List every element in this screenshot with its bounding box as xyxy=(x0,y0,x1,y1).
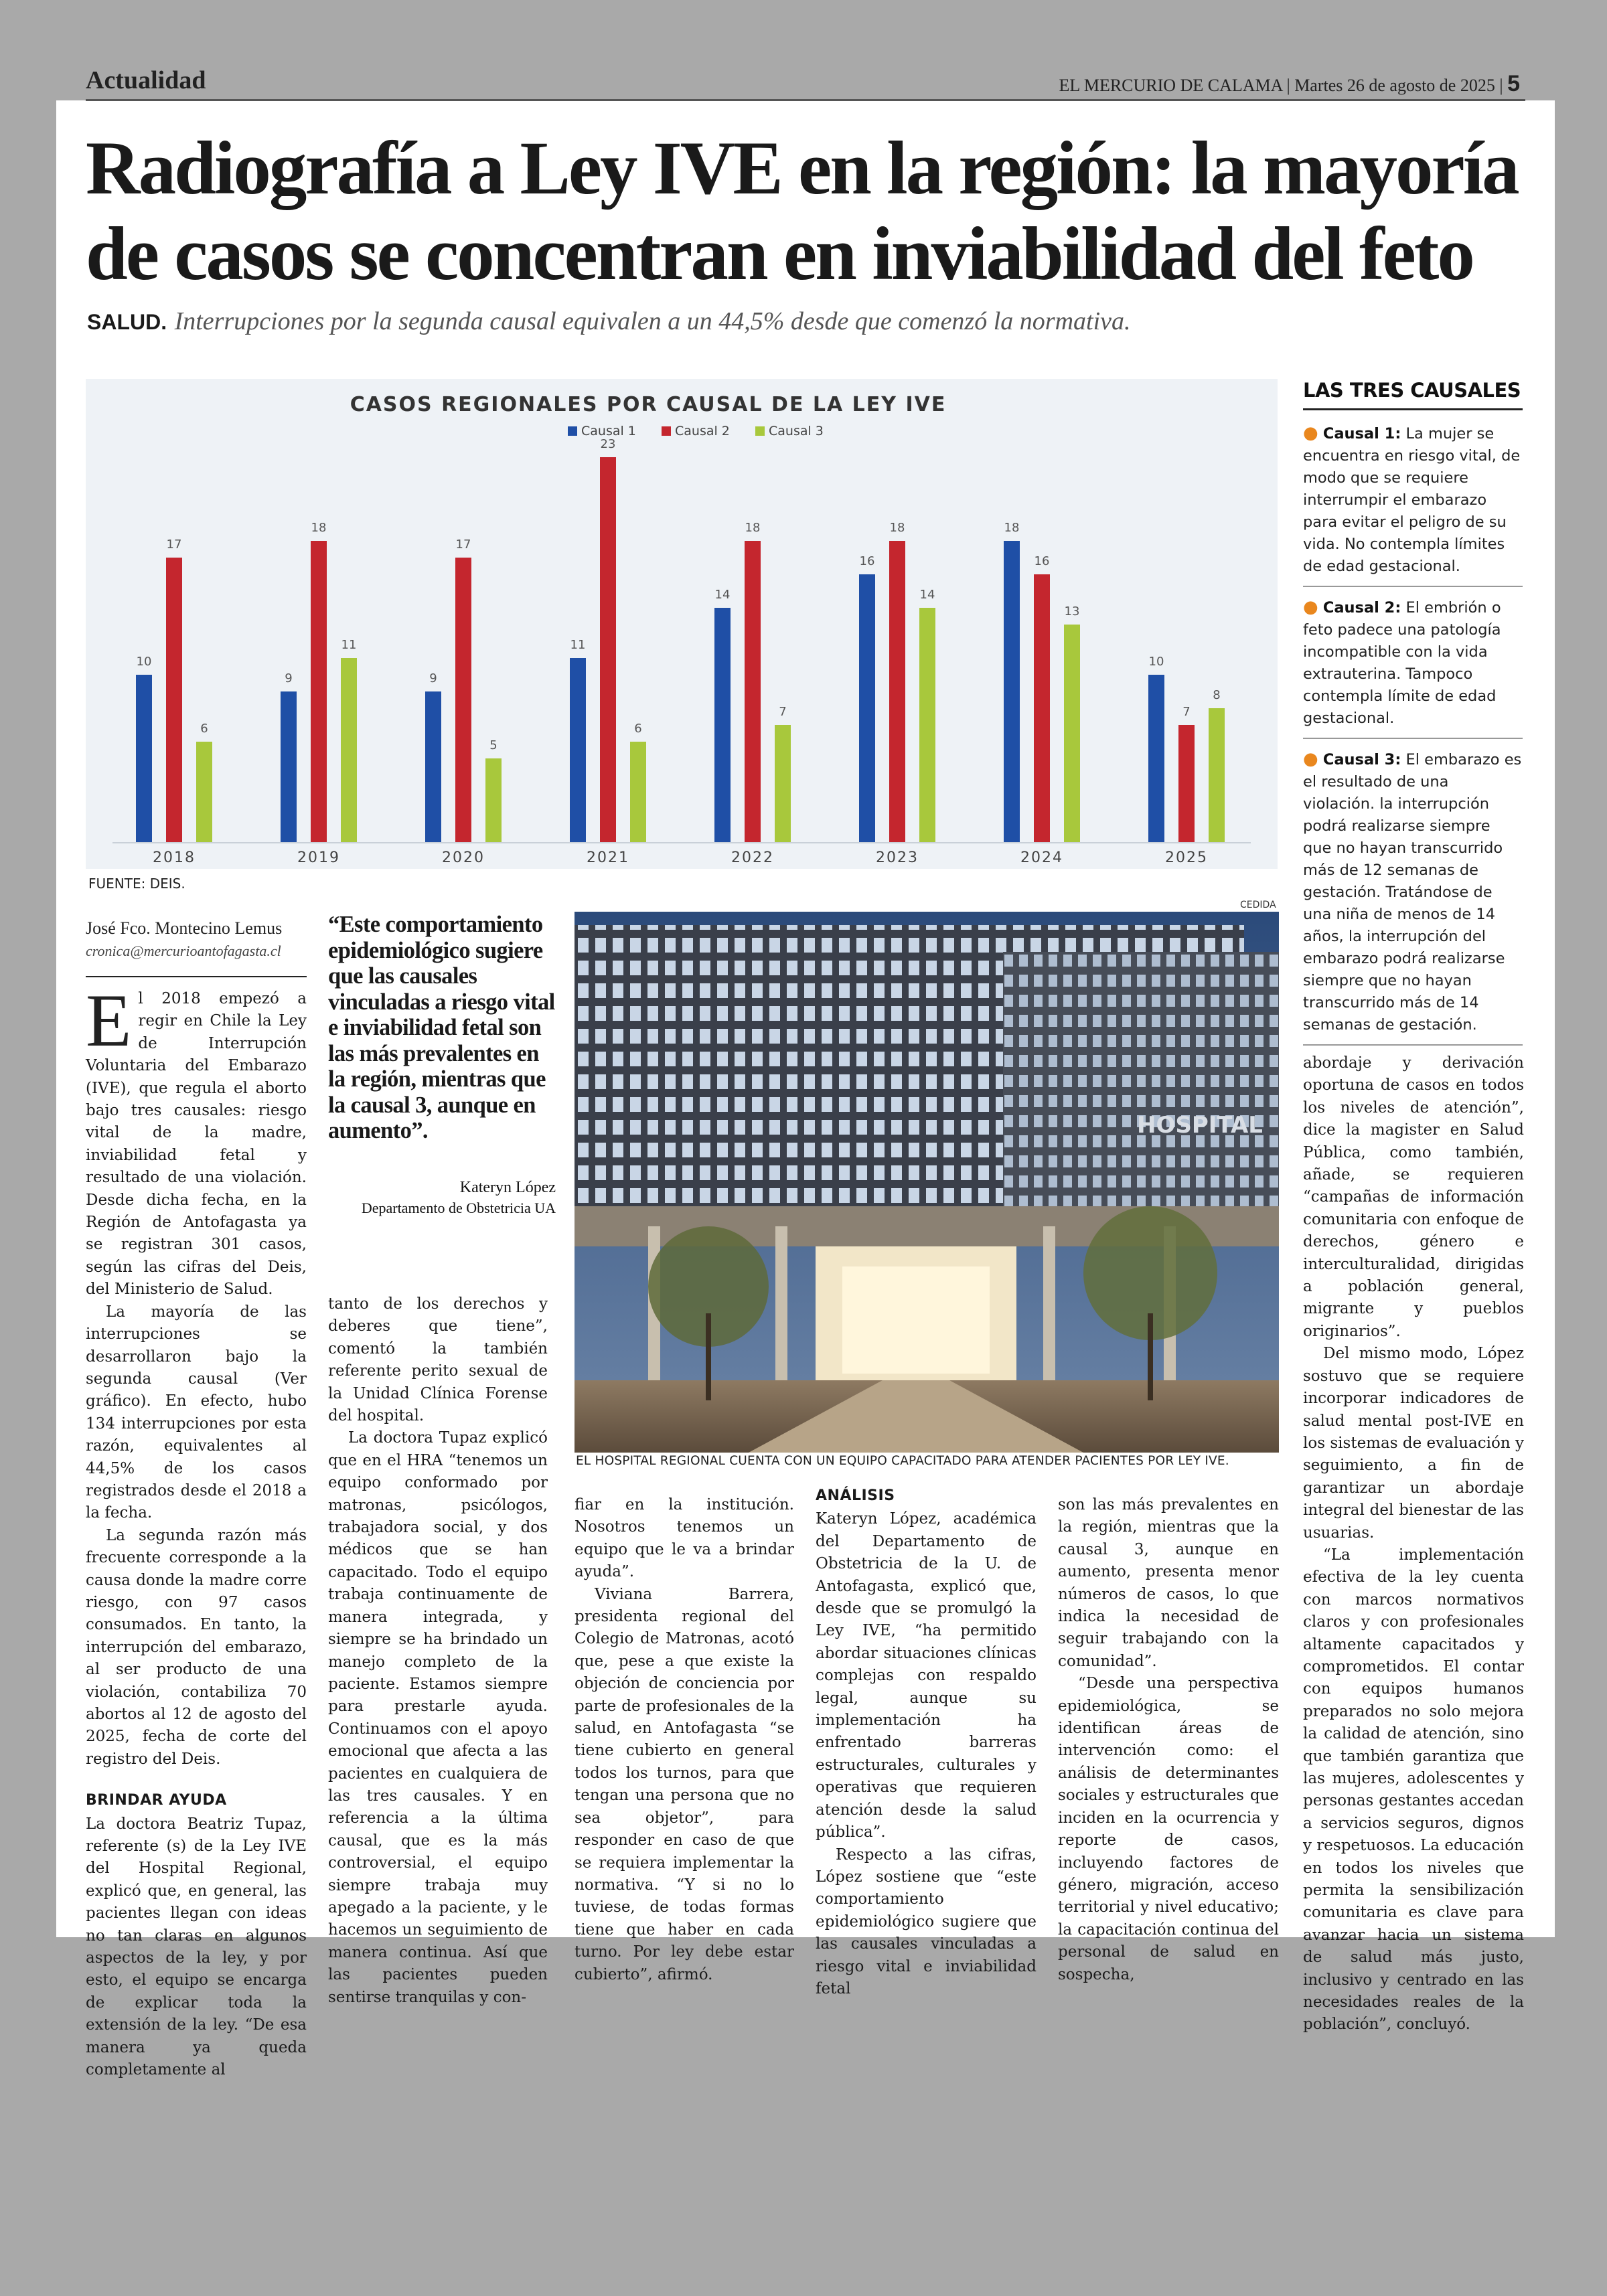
kicker-dek: Interrupciones por la segunda causal equivalen a un 44,5% desde que comenzó la normativa. xyxy=(174,307,1131,335)
bar-value-label: 14 xyxy=(919,588,935,602)
causal-text: La mujer se encuentra en riesgo vital, de modo que se requiere interrumpir el embarazo para evitar el peligro de su vida. No contempla límites de edad gestacional. xyxy=(1303,425,1521,575)
bar xyxy=(919,608,935,842)
column-1 xyxy=(86,979,307,2082)
legend-swatch xyxy=(662,426,671,436)
subhead: BRINDAR AYUDA xyxy=(86,1792,227,1809)
bar xyxy=(196,742,212,842)
hospital-illustration xyxy=(575,912,1279,1453)
causal-item xyxy=(1303,748,1523,1046)
legend-swatch xyxy=(568,426,577,436)
bar-value-label: 5 xyxy=(489,738,498,752)
legend-label: Causal 1 xyxy=(581,424,636,438)
bar xyxy=(341,658,357,842)
byline-rule xyxy=(86,976,307,977)
bar-value-label: 17 xyxy=(455,538,471,552)
bar xyxy=(570,658,586,842)
paragraph: l 2018 empezó a regir en Chile la Ley de Interrupción Voluntaria del Embarazo (IVE), que regula el aborto bajo tres causales: riesgo vital de la madre, inviabilidad fetal y resultado de una violación. Desde dicha fecha, en la Región de Antofagasta ya se registran 301 casos, según las cifras del Deis, del Ministerio de Salud. xyxy=(86,990,307,1299)
bar-value-label: 13 xyxy=(1064,604,1080,619)
headline: Radiografía a Ley IVE en la región: la mayoría de casos se concentran en inviabilidad del feto xyxy=(86,127,1518,296)
column-5 xyxy=(1058,1494,1279,1986)
x-tick-label: 2019 xyxy=(297,849,340,866)
legend-swatch xyxy=(755,426,765,436)
sidebar-causales xyxy=(1303,379,1523,1055)
paragraph: “Desde una perspectiva epidemiológica, se identifican áreas de intervención como: el análisis de determinantes sociales y estructurales que inciden en la ocurrencia y reporte de casos, incluyendo factores de género, migración, acceso territorial y nivel educativo; la capacitación continua del personal de salud en sospecha, xyxy=(1058,1675,1279,1983)
photo-caption: EL HOSPITAL REGIONAL CUENTA CON UN EQUIPO CAPACITADO PARA ATENDER PACIENTES POR LEY IVE. xyxy=(576,1454,1229,1468)
paragraph: La segunda razón más frecuente corresponde a la causa donde la madre corre riesgo, con 97 casos consumados. En tanto, la interrupción del embarazo, al ser producto de una violación, contabiliza 70 abortos al 12 de agosto del 2025, fecha de corte del registro del Deis. xyxy=(86,1526,307,1768)
paragraph: La doctora Tupaz explicó que en el HRA “tenemos un equipo conformado por matronas, psicólogos, trabajadora social, y dos médicos que se han capacitado. Todo el equipo trabaja continuamente de manera integrada, y siempre se ha brindado un manejo completo de la paciente. Estamos siempre para prestarle ayuda. Continuamos con el apoyo emocional que afecta a las pacientes en cualquiera de las tres causales. Y en referencia a la última causal, que es la más controversial, el equipo siempre trabaja muy apegado a la paciente, y le hacemos un seguimiento de manera continua. Así que las pacientes pueden sentirse tranquilas y con- xyxy=(328,1429,548,2006)
bar-value-label: 23 xyxy=(600,437,616,451)
bar-value-label: 9 xyxy=(285,671,293,685)
bar xyxy=(775,725,791,842)
bullet-icon: ● xyxy=(1303,597,1318,617)
paragraph: son las más prevalentes en la región, mientras que la causal 3, aunque en aumento, presenta menor números de casos, lo que indica la necesidad de seguir trabajando con la comunidad”. xyxy=(1058,1496,1279,1670)
bar xyxy=(1064,625,1080,842)
bar xyxy=(281,691,297,842)
bar xyxy=(1004,541,1020,842)
bar-value-label: 16 xyxy=(859,554,875,568)
bar-value-label: 18 xyxy=(1004,521,1020,535)
bullet-icon: ● xyxy=(1303,423,1318,443)
bar xyxy=(745,541,761,842)
causal-label: Causal 2: xyxy=(1322,599,1401,617)
paragraph: Del mismo modo, López sostuvo que se requiere incorporar indicadores de salud mental post-IVE en los sistemas de evaluación y seguimiento, a fin de garantizar un abordaje integral del bienestar de las usuarias. xyxy=(1303,1345,1524,1542)
masthead: EL MERCURIO DE CALAMA | Martes 26 de agosto de 2025 | 5 xyxy=(1059,71,1520,96)
causal-text: El embrión o feto padece una patología incompatible con la vida extrauterina. Tampoco contempla límite de edad gestacional. xyxy=(1303,599,1501,727)
bar xyxy=(166,558,182,842)
bar xyxy=(1148,675,1164,842)
column-4 xyxy=(816,1485,1037,2000)
bullet-icon: ● xyxy=(1303,749,1318,769)
column-6 xyxy=(1303,1052,1524,2036)
paragraph: abordaje y derivación oportuna de casos en todos los niveles de atención”, dice la magister en Salud Pública, como también, añade, se requieren “campañas de información comunitaria con enfoque de derechos, género e interculturalidad, dirigidas a población general, migrante y pueblos originarios”. xyxy=(1303,1054,1524,1340)
bar-value-label: 17 xyxy=(166,538,182,552)
x-tick-label: 2022 xyxy=(731,849,774,866)
kicker-tag: SALUD. xyxy=(87,310,167,334)
bar-value-label: 9 xyxy=(429,671,437,685)
hospital-sign: HOSPITAL xyxy=(1137,1112,1263,1139)
bar xyxy=(1178,725,1195,842)
bar-value-label: 6 xyxy=(200,722,208,736)
bar-value-label: 16 xyxy=(1034,554,1050,568)
author-name: José Fco. Montecino Lemus xyxy=(86,918,283,938)
subhead: ANÁLISIS xyxy=(816,1487,895,1504)
byline xyxy=(86,918,300,960)
x-tick-label: 2024 xyxy=(1020,849,1063,866)
bar-value-label: 8 xyxy=(1213,688,1221,702)
paragraph: fiar en la institución. Nosotros tenemos un equipo que le va a brindar ayuda”. xyxy=(575,1496,794,1581)
bar xyxy=(425,691,441,842)
column-3 xyxy=(575,1494,794,1986)
quote-role: Departamento de Obstetricia UA xyxy=(361,1199,556,1216)
causal-text: El embarazo es el resultado de una violación. la interrupción podrá realizarse siempre que no hayan transcurrido más de 12 semanas de gestación. Tratándose de una niña de menos de 14 años, la interrupción del embarazo podrá realizarse siempre que no hayan transcurrido más de 14 semanas de gestación. xyxy=(1303,751,1522,1034)
photo-credit: CEDIDA xyxy=(1240,900,1276,910)
hospital-photo xyxy=(575,912,1279,1453)
bar-value-label: 11 xyxy=(570,638,586,652)
quote-author: Kateryn López xyxy=(459,1178,556,1196)
bar-value-label: 7 xyxy=(779,705,787,719)
bar-chart xyxy=(86,379,1278,869)
bar xyxy=(311,541,327,842)
causal-item xyxy=(1303,422,1523,587)
x-tick-label: 2023 xyxy=(876,849,919,866)
paragraph: “La implementación efectiva de la ley cuenta con marcos normativos claros y con profesionales altamente capacitados y comprometidos. El contar con equipos humanos preparados no solo mejora la calidad de atención, sino que también garantiza que las mujeres, adolescentes y personas gestantes accedan a servicios seguros, dignos y respetuosos. La educación en todos los niveles que permita la sensibilización comunitaria es clave para avanzar hacia un sistema de salud más justo, inclusivo y centrado en las necesidades reales de la población”, concluyó. xyxy=(1303,1546,1524,2034)
sidebar-title: LAS TRES CAUSALES xyxy=(1303,379,1523,410)
bar xyxy=(630,742,646,842)
bar-value-label: 11 xyxy=(341,638,357,652)
bar-value-label: 18 xyxy=(311,521,327,535)
pull-quote-text: “Este comportamiento epidemiológico sugiere que las causales vinculadas a riesgo vital e inviabilidad fetal son las más prevalentes en la región, mientras que la causal 3, aunque en aumento”. xyxy=(328,912,555,1143)
bar-value-label: 10 xyxy=(1148,655,1164,669)
bar xyxy=(485,758,502,842)
newspaper-name: EL MERCURIO DE CALAMA xyxy=(1059,76,1282,95)
bar-value-label: 10 xyxy=(136,655,152,669)
causal-label: Causal 3: xyxy=(1322,751,1401,768)
chart-title: CASOS REGIONALES POR CAUSAL DE LA LEY IVE xyxy=(350,393,947,416)
dropcap: E xyxy=(86,979,132,1062)
x-tick-label: 2020 xyxy=(442,849,485,866)
section-label: Actualidad xyxy=(86,66,206,94)
bar-value-label: 7 xyxy=(1182,705,1191,719)
bar xyxy=(600,457,616,842)
bar xyxy=(889,541,905,842)
bar xyxy=(1209,708,1225,842)
x-tick-label: 2021 xyxy=(587,849,629,866)
paragraph: La doctora Beatriz Tupaz, referente (s) de la Ley IVE del Hospital Regional, explicó que, en general, las pacientes llegan con ideas no tan claras en algunos aspectos de la ley, y por esto, el equipo se encarga de explicar toda la extensión de la ley. “De esa manera ya queda completamente al xyxy=(86,1815,307,2079)
paragraph: Viviana Barrera, presidenta regional del Colegio de Matronas, acotó que, pese a que existe la objeción de conciencia por parte de profesionales de la salud, en Antofagasta “se tiene cubierto en general todos los turnos, para que tengan una persona que no sea objetor”, para responder en caso de que se requiera implementar la normativa. “Y si no lo tuviese, de todas formas tiene que haber en cada turno. Por ley debe estar cubierto”, afirmó. xyxy=(575,1585,794,1983)
issue-date: Martes 26 de agosto de 2025 xyxy=(1294,76,1495,95)
header-rule xyxy=(86,99,1525,101)
legend-label: Causal 2 xyxy=(675,424,730,438)
bar-value-label: 18 xyxy=(745,521,761,535)
bar xyxy=(455,558,471,842)
kicker xyxy=(87,307,1131,336)
column-2 xyxy=(328,1293,548,2009)
chart-svg xyxy=(86,379,1278,869)
bar xyxy=(714,608,731,842)
bar-value-label: 18 xyxy=(889,521,905,535)
paragraph: Kateryn López, académica del Departamento de Obstetricia de la U. de Antofagasta, explicó que, desde que se promulgó la Ley IVE, “ha permitido abordar situaciones clínicas complejas con respaldo legal, aunque su implementación ha enfrentado barreras estructurales, culturales y operativas que requieren atención desde la salud pública”. xyxy=(816,1510,1037,1841)
paragraph: Respecto a las cifras, López sostiene que “este comportamiento epidemiológico sugiere que las causales vinculadas a riesgo vital e inviabilidad fetal xyxy=(816,1846,1037,1997)
page-number: 5 xyxy=(1507,71,1520,96)
x-tick-label: 2018 xyxy=(153,849,196,866)
chart-source: FUENTE: DEIS. xyxy=(88,876,185,892)
paragraph: tanto de los derechos y deberes que tiene”, comentó la también referente perito sexual de la Unidad Clínica Forense del hospital. xyxy=(328,1295,548,1425)
bar xyxy=(1034,574,1050,842)
pull-quote xyxy=(328,912,556,1217)
bar xyxy=(136,675,152,842)
author-email: cronica@mercurioantofagasta.cl xyxy=(86,942,281,959)
paragraph: La mayoría de las interrupciones se desarrollaron bajo la segunda causal (Ver gráfico). En efecto, hubo 134 interrupciones por esta razón, equivalentes al 44,5% de los casos registrados desde el 2018 a la fecha. xyxy=(86,1303,307,1522)
bar-value-label: 14 xyxy=(714,588,731,602)
causal-label: Causal 1: xyxy=(1322,425,1401,442)
bar xyxy=(859,574,875,842)
causal-item xyxy=(1303,596,1523,739)
x-tick-label: 2025 xyxy=(1165,849,1208,866)
legend-label: Causal 3 xyxy=(769,424,824,438)
bar-value-label: 6 xyxy=(634,722,642,736)
